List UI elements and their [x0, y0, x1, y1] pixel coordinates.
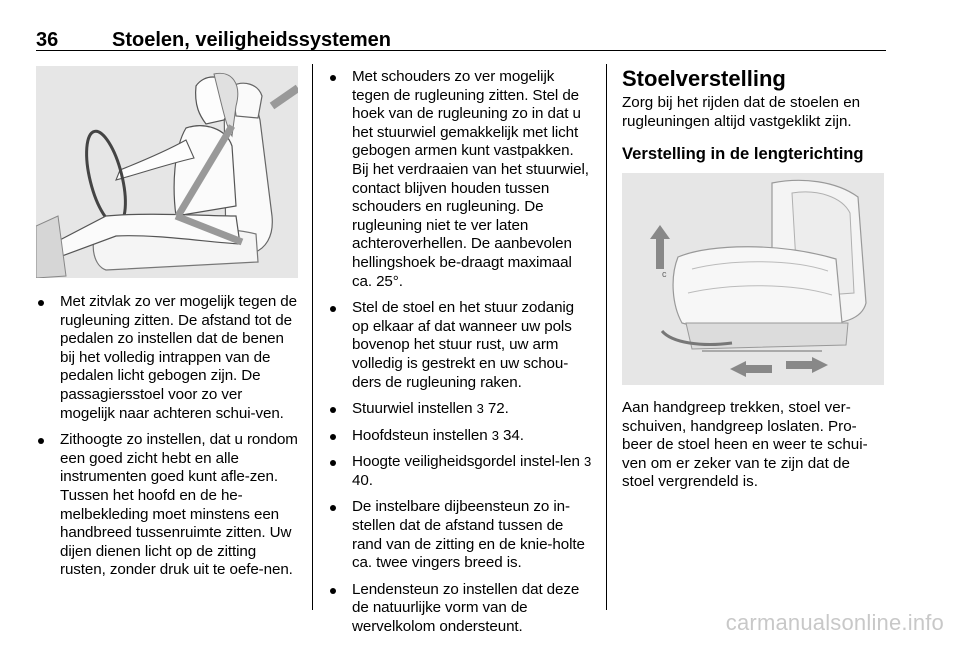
bullet-icon [330, 407, 336, 413]
section-title: Stoelverstelling [622, 66, 786, 91]
list-item: Met schouders zo ver mogelijk tegen de rugleuning zitten. Stel de hoek van de rugleuning zo in dat u het stuurwiel gemakkelijk met licht gebogen armen kunt vastpakken. Bij het verdraaien van het stuurwiel, contact blijven houden tussen schouders en rugleuning. De rugleuning niet te ver laten achteroverhellen. De aanbevolen hellingshoek be-draagt maximaal ca. 25°. [328, 68, 592, 291]
bullet-icon [330, 505, 336, 511]
seated-driver-illustration [36, 66, 298, 278]
list-item: De instelbare dijbeensteun zo in-stellen dat de afstand tussen de rand van de zitting en de knie-holte ca. twee vingers breed is. [328, 498, 592, 572]
column-divider-2 [606, 64, 607, 610]
bullet-icon [330, 460, 336, 466]
list-item: Stel de stoel en het stuur zodanig op elkaar af dat wanneer uw pols bovenop het stuur rust, uw arm volledig is gestrekt en uw schou-ders de rugleuning raken. [328, 299, 592, 392]
bullet-icon [330, 306, 336, 312]
list-item: Lendensteun zo instellen dat deze de natuurlijke vorm van de wervelkolom ondersteunt. [328, 581, 592, 637]
page-ref-icon: 3 [491, 427, 499, 443]
seat-adjust-illustration [622, 173, 884, 385]
list-item: Zithoogte zo instellen, dat u rondom een goed zicht hebt en alle instrumenten goed kunt afle-zen. Tussen het hoofd en de he-melbekleding moet minstens een handbreed tussenruimte zitten. Uw dijen dienen licht op de zitting rusten, zonder druk uit te oefe-nen. [36, 431, 298, 580]
svg-text:c: c [662, 269, 667, 279]
bullet-icon [330, 75, 336, 81]
page-ref-link[interactable]: 40. [352, 471, 373, 489]
page-ref-icon: 3 [583, 454, 592, 470]
page-ref-icon: 3 [476, 401, 484, 417]
list-item: Stuurwiel instellen 3 72. [328, 400, 592, 419]
list-item: Hoogte veiligheidsgordel instel-len 3 40. [328, 453, 592, 490]
bullet-icon [38, 300, 44, 306]
watermark: carmanualsonline.info [725, 610, 944, 635]
page-ref-link[interactable]: 72. [487, 400, 509, 418]
page-ref-link[interactable]: 34. [503, 426, 524, 444]
column-divider-1 [312, 64, 313, 610]
page-title: Stoelen, veiligheidssystemen [112, 29, 391, 51]
bullet-icon [330, 434, 336, 440]
section-body: Aan handgreep trekken, stoel ver-schuiven, handgreep loslaten. Pro-beer de stoel heen en weer te schui-ven om er zeker van te zijn dat de stoel vergrendeld is. [622, 399, 868, 491]
list-item: Met zitvlak zo ver mogelijk tegen de rugleuning zitten. De afstand tot de pedalen zo instellen dat de benen bij het volledig intrappen van de pedalen licht gebogen zijn. De passagiersstoel voor zo ver mogelijk naar achteren schui-ven. [36, 293, 298, 423]
bullet-icon [38, 438, 44, 444]
section-intro: Zorg bij het rijden dat de stoelen en rugleuningen altijd vastgeklikt zijn. [622, 94, 861, 130]
header-rule [36, 50, 886, 51]
bullet-list-col1 [36, 293, 298, 588]
page-number: 36 [36, 29, 59, 51]
list-item: Hoofdsteun instellen 3 34. [328, 427, 592, 446]
bullet-list-col2 [328, 68, 592, 645]
bullet-icon [330, 588, 336, 594]
subsection-title: Verstelling in de lengterichting [622, 144, 864, 163]
